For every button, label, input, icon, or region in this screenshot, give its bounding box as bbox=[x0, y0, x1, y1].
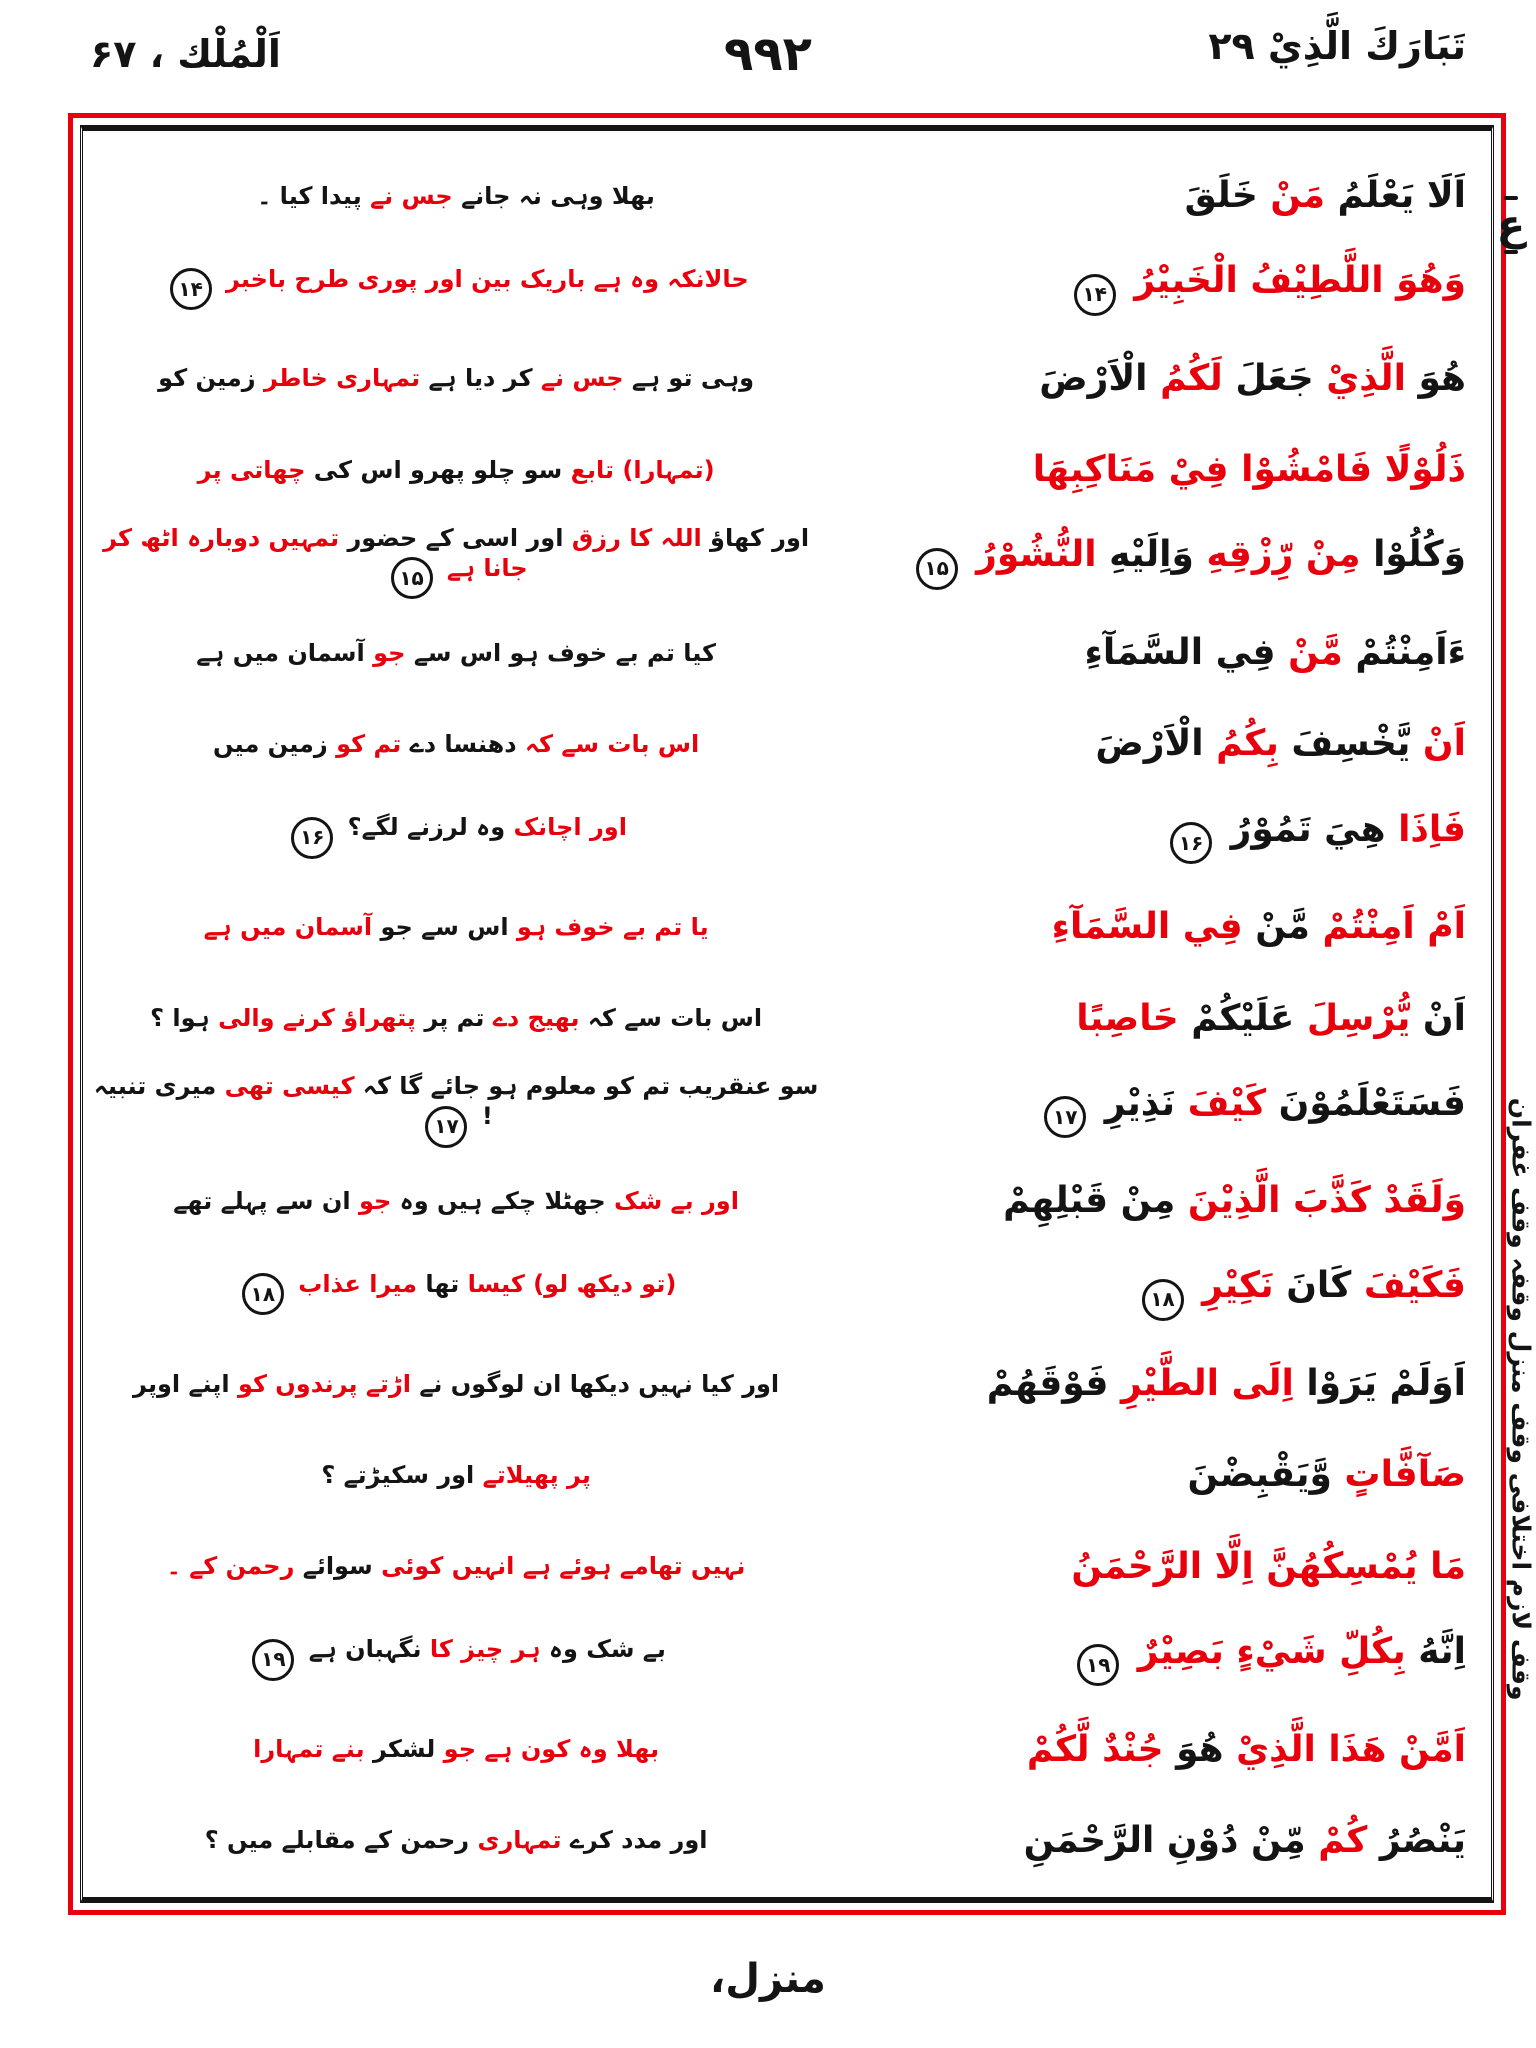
text-segment: اس بات سے کہ bbox=[587, 1004, 763, 1033]
text-segment: تمہاری bbox=[477, 1826, 562, 1855]
text-segment: اِلَى الطَّيْرِ bbox=[1120, 1363, 1294, 1405]
verse-row bbox=[84, 1703, 1480, 1794]
text-segment: نہیں تھامے ہوئے ہے انہیں کوئی bbox=[381, 1552, 746, 1581]
text-segment: هِيَ تَمُوْرُ bbox=[1230, 808, 1386, 850]
verse-row bbox=[84, 698, 1480, 789]
page-header bbox=[0, 14, 1536, 104]
surah-name-label: اَلْمُلْك ، ۶۷ bbox=[90, 32, 281, 76]
urdu-translation-text bbox=[84, 455, 820, 485]
verse-row bbox=[84, 790, 1480, 881]
text-segment: يُّرْسِلَ bbox=[1306, 997, 1411, 1039]
verse-number-badge: ۱۸ bbox=[242, 1273, 284, 1315]
text-segment: اس سے جو bbox=[380, 912, 509, 941]
verse-row bbox=[84, 1429, 1480, 1520]
verse-row bbox=[84, 241, 1480, 332]
text-segment: اَمَّنْ هَذَا الَّذِيْ bbox=[1236, 1728, 1466, 1770]
text-segment: بِكُمُ bbox=[1216, 723, 1279, 765]
text-segment: جو bbox=[373, 638, 406, 667]
text-segment: فَاِذَا bbox=[1398, 808, 1466, 850]
arabic-verse-text bbox=[820, 1263, 1480, 1321]
verse-row bbox=[84, 424, 1480, 515]
margin-waqf-note: وقف لازم اختلافی وقف منزل وقفہ وقف غفران bbox=[1506, 1097, 1536, 1701]
verse-number-badge: ۱۹ bbox=[1077, 1644, 1119, 1686]
text-segment: لَكُمُ bbox=[1160, 357, 1223, 399]
verse-row bbox=[84, 607, 1480, 698]
text-segment: اور مدد کرے bbox=[569, 1826, 708, 1855]
text-segment: وَهُوَ اللَّطِيْفُ الْخَبِيْرُ bbox=[1134, 260, 1466, 302]
verse-number-badge: ۱۴ bbox=[1074, 274, 1116, 316]
text-segment: مِنْ قَبْلِهِمْ bbox=[1003, 1180, 1176, 1222]
text-segment: اور اسی کے حضور bbox=[347, 523, 564, 552]
text-segment: اور سکیڑتے ؟ bbox=[321, 1460, 475, 1489]
urdu-translation-text bbox=[84, 638, 820, 668]
text-segment: ءَاَمِنْتُمْ bbox=[1355, 632, 1466, 674]
text-segment: کیا تم بے خوف ہو اس سے bbox=[413, 638, 716, 667]
verse-rows bbox=[84, 150, 1480, 1886]
text-segment: فِي السَّمَآءِ bbox=[1051, 906, 1243, 948]
text-segment: اس بات سے کہ bbox=[524, 729, 700, 758]
text-segment: جُنْدٌ لَّكُمْ bbox=[1026, 1728, 1164, 1770]
text-segment: بھیج دے bbox=[492, 1004, 580, 1033]
verse-number-badge: ۱۷ bbox=[1044, 1096, 1086, 1138]
text-segment: اَوَلَمْ يَرَوْا bbox=[1306, 1363, 1466, 1405]
text-segment: جو bbox=[358, 1186, 392, 1215]
text-segment: وہ لرزنے لگے؟ bbox=[347, 813, 506, 842]
verse-number-badge: ۱۵ bbox=[391, 557, 433, 599]
arabic-verse-text bbox=[820, 807, 1480, 865]
page-number: ۹۹۲ bbox=[724, 26, 812, 82]
text-segment: رحمن کے ۔ bbox=[166, 1552, 295, 1581]
text-segment: دھنسا دے bbox=[409, 729, 517, 758]
text-segment: ذَلُوْلًا فَامْشُوْا فِيْ مَنَاكِبِهَا bbox=[1032, 449, 1466, 491]
manzil-footer-label: منزل، bbox=[710, 1956, 826, 2002]
text-segment: حَاصِبًا bbox=[1076, 997, 1179, 1039]
text-segment: ہر چیز کا bbox=[429, 1635, 541, 1664]
urdu-translation-text bbox=[84, 1634, 820, 1681]
ruku-marker bbox=[1489, 196, 1533, 254]
verse-number-badge: ۱۷ bbox=[425, 1106, 467, 1148]
text-segment: تم کو bbox=[336, 729, 402, 758]
ruku-ain-icon: ع bbox=[1496, 200, 1526, 249]
text-segment: میری تنبیہ ! bbox=[93, 1072, 493, 1131]
urdu-translation-text bbox=[84, 912, 820, 942]
text-segment: سو چلو پھرو اس کی bbox=[313, 455, 563, 484]
text-segment: النُّشُوْرُ bbox=[976, 534, 1097, 576]
urdu-translation-text bbox=[84, 1825, 820, 1855]
text-segment: الْاَرْضَ bbox=[1095, 723, 1204, 765]
text-segment: صَآفَّاتٍ bbox=[1344, 1454, 1466, 1496]
verse-number-badge: ۱۸ bbox=[1142, 1279, 1184, 1321]
text-segment: کر دیا ہے bbox=[428, 364, 533, 393]
verse-row bbox=[84, 1247, 1480, 1338]
text-segment: يَنْصُرُ bbox=[1379, 1819, 1466, 1861]
text-segment: وَلَقَدْ كَذَّبَ الَّذِيْنَ bbox=[1187, 1180, 1466, 1222]
text-segment: هُوَ bbox=[1418, 357, 1466, 399]
text-segment: زمین میں bbox=[213, 729, 328, 758]
text-segment: (تو دیکھ لو) کیسا bbox=[467, 1269, 677, 1298]
urdu-translation-text bbox=[84, 181, 820, 211]
text-segment: اور اچانک bbox=[513, 813, 627, 842]
text-segment: يَّخْسِفَ bbox=[1291, 723, 1411, 765]
arabic-verse-text bbox=[820, 1544, 1480, 1589]
arabic-verse-text bbox=[820, 1818, 1480, 1863]
verse-row bbox=[84, 1612, 1480, 1703]
text-segment: سوائے bbox=[302, 1552, 373, 1581]
arabic-verse-text bbox=[820, 1361, 1480, 1406]
ruku-marker-dash bbox=[1504, 250, 1518, 254]
text-segment: خَلَقَ bbox=[1184, 175, 1258, 217]
text-segment: مِنْ رِّزْقِهِ bbox=[1206, 534, 1361, 576]
arabic-verse-text bbox=[820, 1727, 1480, 1772]
verse-row bbox=[84, 1155, 1480, 1246]
text-segment: بِكُلِّ شَيْءٍ بَصِيْرٌ bbox=[1137, 1630, 1406, 1672]
verse-number-badge: ۱۹ bbox=[252, 1639, 294, 1681]
text-segment: بھلا وہ کون ہے جو bbox=[443, 1735, 660, 1764]
text-segment: پتھراؤ کرنے والی bbox=[218, 1004, 416, 1033]
text-segment: هُوَ bbox=[1176, 1728, 1224, 1770]
text-segment: بھلا وہی نہ جانے bbox=[461, 181, 655, 210]
text-segment: اِنَّهُ bbox=[1418, 1630, 1466, 1672]
text-segment: كَيْفَ bbox=[1187, 1082, 1267, 1124]
urdu-translation-text bbox=[84, 812, 820, 859]
text-segment: کیسی تھی bbox=[224, 1072, 355, 1101]
text-segment: بنے تمہارا bbox=[253, 1735, 365, 1764]
text-segment: فَوْقَهُمْ bbox=[986, 1363, 1109, 1405]
verse-number-badge: ۱۴ bbox=[170, 268, 212, 310]
text-segment: وہی تو ہے bbox=[631, 364, 755, 393]
verse-row bbox=[84, 881, 1480, 972]
arabic-verse-text bbox=[820, 258, 1480, 316]
verse-number-badge: ۱۶ bbox=[291, 817, 333, 859]
text-segment: اَنْ bbox=[1422, 723, 1466, 765]
text-segment: تم پر bbox=[424, 1004, 485, 1033]
verse-row bbox=[84, 1064, 1480, 1155]
arabic-verse-text bbox=[820, 1081, 1480, 1139]
text-segment: ہوا ؟ bbox=[150, 1004, 210, 1033]
text-segment: مِّنْ دُوْنِ الرَّحْمَنِ bbox=[1023, 1819, 1306, 1861]
text-segment: فَكَيْفَ bbox=[1363, 1265, 1466, 1307]
verse-row bbox=[84, 150, 1480, 241]
urdu-translation-text bbox=[84, 523, 820, 600]
arabic-verse-text bbox=[820, 1629, 1480, 1687]
text-segment: نگہبان ہے bbox=[308, 1635, 422, 1664]
text-segment: كَانَ bbox=[1286, 1265, 1352, 1307]
urdu-translation-text bbox=[84, 264, 820, 311]
text-segment: زمین کو bbox=[158, 364, 256, 393]
text-segment: اَمْ اَمِنْتُمْ bbox=[1322, 906, 1466, 948]
verse-number-badge: ۱۵ bbox=[916, 548, 958, 590]
text-segment: آسمان میں ہے bbox=[203, 912, 373, 941]
text-segment: الَّذِيْ bbox=[1326, 357, 1406, 399]
urdu-translation-text bbox=[84, 1551, 820, 1581]
text-segment: رحمن کے مقابلے میں ؟ bbox=[204, 1826, 470, 1855]
text-segment: نَذِيْرِ bbox=[1104, 1082, 1176, 1124]
verse-number-badge: ۱۶ bbox=[1170, 822, 1212, 864]
text-segment: آسمان میں ہے bbox=[196, 638, 365, 667]
text-segment: اَنْ bbox=[1422, 997, 1466, 1039]
text-segment: اَلَا يَعْلَمُ bbox=[1337, 175, 1466, 217]
text-segment: كُمْ bbox=[1318, 1819, 1368, 1861]
text-segment: فِي السَّمَآءِ bbox=[1084, 632, 1276, 674]
arabic-verse-text bbox=[820, 447, 1480, 492]
verse-row bbox=[84, 1338, 1480, 1429]
text-segment: اور کیا نہیں دیکھا ان لوگوں نے bbox=[419, 1369, 780, 1398]
arabic-verse-text bbox=[820, 532, 1480, 590]
text-segment: فَسَتَعْلَمُوْنَ bbox=[1278, 1082, 1466, 1124]
arabic-verse-text bbox=[820, 904, 1480, 949]
text-segment: جس نے bbox=[540, 364, 624, 393]
text-segment: میرا عذاب bbox=[298, 1269, 418, 1298]
text-segment: پیدا کیا ۔ bbox=[257, 181, 362, 210]
text-segment: اپنے اوپر bbox=[133, 1369, 230, 1398]
text-segment: یا تم بے خوف ہو bbox=[516, 912, 709, 941]
text-segment: تھا bbox=[425, 1269, 460, 1298]
verse-row bbox=[84, 516, 1480, 607]
urdu-translation-text bbox=[84, 1186, 820, 1216]
text-segment: مَّنْ bbox=[1255, 906, 1310, 948]
arabic-verse-text bbox=[820, 356, 1480, 401]
text-segment: ان سے پہلے تھے bbox=[173, 1186, 351, 1215]
arabic-verse-text bbox=[820, 1178, 1480, 1223]
text-segment: وَاِلَيْهِ bbox=[1109, 534, 1194, 576]
urdu-translation-text bbox=[84, 363, 820, 393]
arabic-verse-text bbox=[820, 721, 1480, 766]
text-segment: اڑتے پرندوں کو bbox=[237, 1369, 411, 1398]
text-segment: وَكُلُوْا bbox=[1373, 534, 1466, 576]
text-segment: بے شک وہ bbox=[548, 1635, 666, 1664]
text-segment: مَّنْ bbox=[1288, 632, 1343, 674]
text-segment: جھٹلا چکے ہیں وہ bbox=[399, 1186, 606, 1215]
text-segment: (تمہارا) تابع bbox=[570, 455, 715, 484]
text-segment: حالانکہ وہ ہے باریک بین اور پوری طرح باخبر bbox=[225, 264, 749, 293]
verse-row bbox=[84, 972, 1480, 1063]
urdu-translation-text bbox=[84, 1003, 820, 1033]
urdu-translation-text bbox=[84, 1369, 820, 1399]
text-segment: سو عنقریب تم کو معلوم ہو جائے گا کہ bbox=[362, 1072, 819, 1101]
text-segment: مَا يُمْسِكُهُنَّ اِلَّا الرَّحْمَنُ bbox=[1071, 1545, 1466, 1587]
text-segment: عَلَيْكُمْ bbox=[1191, 997, 1295, 1039]
verse-row bbox=[84, 1521, 1480, 1612]
juz-name-label: تَبَارَكَ الَّذِيْ ۲۹ bbox=[1208, 24, 1466, 68]
urdu-translation-text bbox=[84, 1460, 820, 1490]
verse-row bbox=[84, 1795, 1480, 1886]
arabic-verse-text bbox=[820, 630, 1480, 675]
arabic-verse-text bbox=[820, 1452, 1480, 1497]
text-segment: نَكِيْرِ bbox=[1202, 1265, 1274, 1307]
text-segment: مَنْ bbox=[1270, 175, 1325, 217]
text-segment: لشکر bbox=[372, 1735, 436, 1764]
text-segment: تمہیں دوبارہ اٹھ کر جانا ہے bbox=[103, 523, 528, 582]
text-segment: اور کھاؤ bbox=[710, 523, 810, 552]
text-segment: اللہ کا رزق bbox=[571, 523, 702, 552]
urdu-translation-text bbox=[84, 1071, 820, 1148]
text-segment: اور بے شک bbox=[614, 1186, 739, 1215]
urdu-translation-text bbox=[84, 729, 820, 759]
text-segment: پر پھیلاتے bbox=[482, 1460, 591, 1489]
text-segment: تمہاری خاطر bbox=[263, 364, 421, 393]
arabic-verse-text bbox=[820, 173, 1480, 218]
text-segment: جَعَلَ bbox=[1235, 357, 1314, 399]
arabic-verse-text bbox=[820, 996, 1480, 1041]
urdu-translation-text bbox=[84, 1269, 820, 1316]
text-segment: الْاَرْضَ bbox=[1039, 357, 1148, 399]
text-segment: وَّيَقْبِضْنَ bbox=[1187, 1454, 1332, 1496]
verse-row bbox=[84, 333, 1480, 424]
text-segment: جس نے bbox=[370, 181, 453, 210]
urdu-translation-text bbox=[84, 1734, 820, 1764]
text-segment: چھاتی پر bbox=[197, 455, 306, 484]
